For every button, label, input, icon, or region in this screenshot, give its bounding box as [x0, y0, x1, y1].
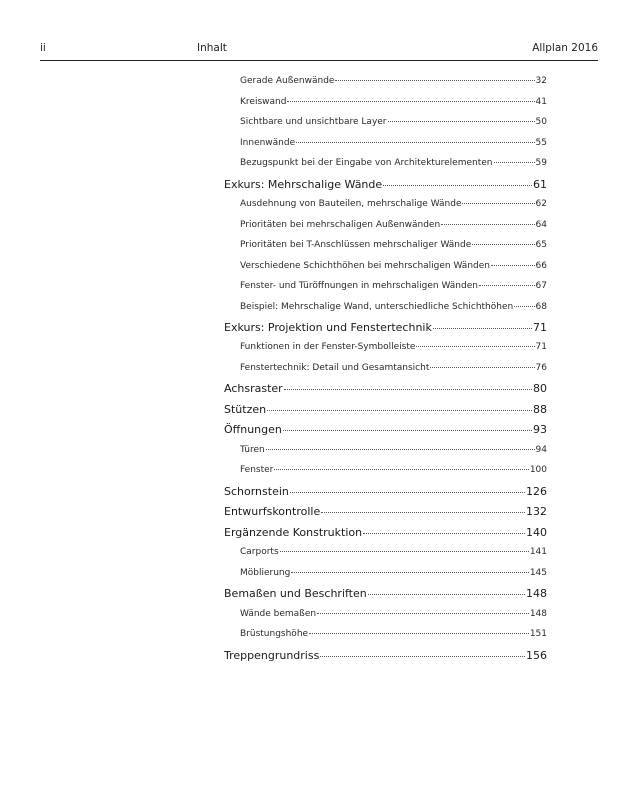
toc-dot-leader [462, 203, 534, 204]
toc-entry-page-number: 41 [535, 97, 547, 107]
toc-entry-label: Innenwände [240, 138, 296, 148]
toc-dot-leader [274, 469, 528, 470]
toc-subsection-entry[interactable] [240, 76, 547, 86]
toc-entry-label: Achsraster [224, 382, 283, 395]
toc-entry-page-number: 93 [533, 423, 547, 436]
toc-dot-leader [291, 572, 528, 573]
toc-entry-label: Beispiel: Mehrschalige Wand, unterschiedliche Schichthöhen [240, 302, 514, 312]
toc-subsection-entry[interactable] [240, 547, 547, 557]
toc-dot-leader [514, 306, 534, 307]
toc-subsection-entry[interactable] [240, 281, 547, 291]
toc-dot-leader [335, 80, 534, 81]
toc-chapter-entry[interactable] [224, 505, 547, 518]
header-page-number: ii [40, 42, 46, 54]
toc-entry-label: Stützen [224, 403, 267, 416]
toc-subsection-entry[interactable] [240, 220, 547, 230]
toc-entry-label: Ausdehnung von Bauteilen, mehrschalige Wände [240, 199, 462, 209]
toc-subsection-entry[interactable] [240, 261, 547, 271]
toc-entry-label: Treppengrundriss [224, 649, 320, 662]
toc-subsection-entry[interactable] [240, 240, 547, 250]
toc-entry-label: Wände bemaßen [240, 609, 317, 619]
toc-entry-page-number: 80 [533, 382, 547, 395]
toc-entry-label: Bemaßen und Beschriften [224, 587, 367, 600]
toc-dot-leader [283, 430, 532, 431]
toc-chapter-entry[interactable] [224, 485, 547, 498]
toc-entry-page-number: 50 [535, 117, 547, 127]
toc-dot-leader [287, 101, 534, 102]
toc-entry-page-number: 59 [535, 158, 547, 168]
toc-entry-page-number: 88 [533, 403, 547, 416]
toc-dot-leader [472, 244, 534, 245]
toc-subsection-entry[interactable] [240, 609, 547, 619]
toc-chapter-entry[interactable] [224, 321, 547, 334]
toc-dot-leader [266, 449, 535, 450]
toc-entry-label: Sichtbare und unsichtbare Layer [240, 117, 387, 127]
toc-subsection-entry[interactable] [240, 117, 547, 127]
toc-subsection-entry[interactable] [240, 465, 547, 475]
toc-dot-leader [416, 346, 534, 347]
toc-entry-page-number: 71 [533, 321, 547, 334]
toc-entry-page-number: 126 [526, 485, 547, 498]
toc-subsection-entry[interactable] [240, 445, 547, 455]
toc-dot-leader [280, 551, 529, 552]
toc-chapter-entry[interactable] [224, 382, 547, 395]
toc-entry-page-number: 76 [535, 363, 547, 373]
toc-entry-label: Gerade Außenwände [240, 76, 335, 86]
toc-entry-page-number: 67 [535, 281, 547, 291]
toc-dot-leader [368, 594, 525, 595]
toc-dot-leader [388, 121, 535, 122]
toc-dot-leader [284, 389, 532, 390]
toc-dot-leader [430, 367, 534, 368]
toc-entry-label: Verschiedene Schichthöhen bei mehrschaligen Wänden [240, 261, 490, 271]
toc-entry-label: Schornstein [224, 485, 289, 498]
toc-dot-leader [321, 512, 525, 513]
toc-entry-page-number: 64 [535, 220, 547, 230]
toc-dot-leader [491, 265, 535, 266]
toc-entry-page-number: 62 [535, 199, 547, 209]
toc-subsection-entry[interactable] [240, 302, 547, 312]
toc-entry-page-number: 148 [529, 609, 547, 619]
toc-dot-leader [317, 613, 529, 614]
toc-entry-page-number: 132 [526, 505, 547, 518]
toc-entry-page-number: 71 [535, 342, 547, 352]
toc-entry-label: Funktionen in der Fenster-Symbolleiste [240, 342, 416, 352]
toc-entry-label: Prioritäten bei T-Anschlüssen mehrschaliger Wände [240, 240, 472, 250]
toc-subsection-entry[interactable] [240, 138, 547, 148]
toc-dot-leader [441, 224, 534, 225]
header-book-title: Allplan 2016 [532, 42, 598, 54]
toc-chapter-entry[interactable] [224, 587, 547, 600]
toc-entry-page-number: 65 [535, 240, 547, 250]
toc-entry-label: Bezugspunkt bei der Eingabe von Architekturelementen [240, 158, 493, 168]
toc-dot-leader [296, 142, 534, 143]
toc-entry-page-number: 141 [529, 547, 547, 557]
toc-chapter-entry[interactable] [224, 178, 547, 191]
toc-entry-label: Fenster- und Türöffnungen in mehrschaligen Wänden [240, 281, 478, 291]
toc-entry-page-number: 156 [526, 649, 547, 662]
toc-subsection-entry[interactable] [240, 629, 547, 639]
toc-entry-label: Kreiswand [240, 97, 287, 107]
toc-entry-label: Entwurfskontrolle [224, 505, 321, 518]
toc-entry-page-number: 100 [529, 465, 547, 475]
header-section-title: Inhalt [197, 42, 227, 54]
toc-entry-label: Fenstertechnik: Detail und Gesamtansicht [240, 363, 430, 373]
toc-entry-page-number: 66 [535, 261, 547, 271]
toc-entry-label: Brüstungshöhe [240, 629, 309, 639]
toc-dot-leader [267, 410, 532, 411]
toc-subsection-entry[interactable] [240, 158, 547, 168]
toc-entry-page-number: 68 [535, 302, 547, 312]
toc-entry-label: Türen [240, 445, 265, 455]
toc-entry-page-number: 32 [535, 76, 547, 86]
toc-dot-leader [309, 633, 529, 634]
toc-entry-page-number: 61 [533, 178, 547, 191]
toc-entry-page-number: 55 [535, 138, 547, 148]
toc-dot-leader [433, 328, 532, 329]
toc-chapter-entry[interactable] [224, 403, 547, 416]
toc-entry-page-number: 94 [535, 445, 547, 455]
toc-subsection-entry[interactable] [240, 97, 547, 107]
toc-chapter-entry[interactable] [224, 423, 547, 436]
toc-entry-page-number: 148 [526, 587, 547, 600]
toc-dot-leader [383, 185, 532, 186]
toc-entry-label: Fenster [240, 465, 274, 475]
toc-dot-leader [290, 492, 525, 493]
toc-entry-label: Prioritäten bei mehrschaligen Außenwänden [240, 220, 441, 230]
toc-entry-label: Exkurs: Mehrschalige Wände [224, 178, 383, 191]
toc-dot-leader [363, 533, 525, 534]
toc-entry-label: Carports [240, 547, 279, 557]
toc-entry-label: Ergänzende Konstruktion [224, 526, 363, 539]
toc-entry-page-number: 145 [529, 568, 547, 578]
page-header [40, 40, 598, 61]
toc-entry-label: Möblierung [240, 568, 291, 578]
toc-entry-label: Exkurs: Projektion und Fenstertechnik [224, 321, 432, 334]
toc-dot-leader [320, 656, 525, 657]
toc-subsection-entry[interactable] [240, 363, 547, 373]
toc-dot-leader [479, 285, 535, 286]
toc-entry-label: Öffnungen [224, 423, 282, 436]
toc-subsection-entry[interactable] [240, 199, 547, 209]
toc-subsection-entry[interactable] [240, 342, 547, 352]
toc-chapter-entry[interactable] [224, 526, 547, 539]
toc-subsection-entry[interactable] [240, 568, 547, 578]
toc-chapter-entry[interactable] [224, 649, 547, 662]
toc-entry-page-number: 151 [529, 629, 547, 639]
toc-dot-leader [494, 162, 535, 163]
toc-entry-page-number: 140 [526, 526, 547, 539]
